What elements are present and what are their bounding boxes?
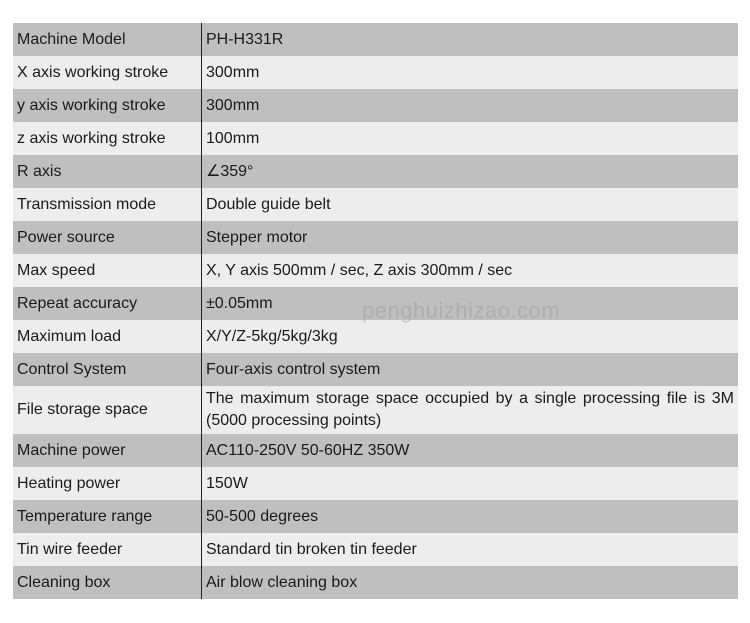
- table-row: [13, 467, 738, 500]
- spec-value: ±0.05mm: [202, 287, 739, 320]
- table-row: [13, 434, 738, 467]
- spec-table: [13, 23, 738, 599]
- spec-label: R axis: [13, 155, 202, 188]
- spec-label: z axis working stroke: [13, 122, 202, 155]
- spec-label: Control System: [13, 353, 202, 386]
- table-row: [13, 533, 738, 566]
- spec-label: Cleaning box: [13, 566, 202, 599]
- spec-value: Standard tin broken tin feeder: [202, 533, 739, 566]
- spec-label: Power source: [13, 221, 202, 254]
- spec-value: 50-500 degrees: [202, 500, 739, 533]
- table-row: [13, 353, 738, 386]
- spec-value: Air blow cleaning box: [202, 566, 739, 599]
- table-row: [13, 287, 738, 320]
- spec-value: Stepper motor: [202, 221, 739, 254]
- spec-label: Repeat accuracy: [13, 287, 202, 320]
- spec-value: PH-H331R: [202, 23, 739, 56]
- table-row: [13, 122, 738, 155]
- spec-label: y axis working stroke: [13, 89, 202, 122]
- spec-label: Tin wire feeder: [13, 533, 202, 566]
- spec-label: Temperature range: [13, 500, 202, 533]
- spec-label: Machine power: [13, 434, 202, 467]
- spec-label: File storage space: [13, 386, 202, 434]
- table-row: [13, 566, 738, 599]
- spec-value: AC110-250V 50-60HZ 350W: [202, 434, 739, 467]
- spec-value: Double guide belt: [202, 188, 739, 221]
- spec-value: Four-axis control system: [202, 353, 739, 386]
- spec-value: 150W: [202, 467, 739, 500]
- spec-value: 300mm: [202, 89, 739, 122]
- table-row: [13, 89, 738, 122]
- spec-value: The maximum storage space occupied by a single processing file is 3M (5000 processing points): [202, 386, 739, 434]
- table-row: [13, 221, 738, 254]
- table-row: [13, 386, 738, 434]
- spec-value: 100mm: [202, 122, 739, 155]
- spec-label: X axis working stroke: [13, 56, 202, 89]
- spec-value: X/Y/Z-5kg/5kg/3kg: [202, 320, 739, 353]
- spec-value: 300mm: [202, 56, 739, 89]
- table-row: [13, 188, 738, 221]
- spec-label: Maximum load: [13, 320, 202, 353]
- table-row: [13, 320, 738, 353]
- table-row: [13, 155, 738, 188]
- spec-label: Heating power: [13, 467, 202, 500]
- table-row: [13, 500, 738, 533]
- table-row: [13, 254, 738, 287]
- watermark: penghuizhizao.com: [362, 298, 561, 323]
- spec-label: Transmission mode: [13, 188, 202, 221]
- spec-label: Max speed: [13, 254, 202, 287]
- table-row: [13, 56, 738, 89]
- spec-value: X, Y axis 500mm / sec, Z axis 300mm / sec: [202, 254, 739, 287]
- spec-label: Machine Model: [13, 23, 202, 56]
- spec-value: ∠359°: [202, 155, 739, 188]
- table-row: [13, 23, 738, 56]
